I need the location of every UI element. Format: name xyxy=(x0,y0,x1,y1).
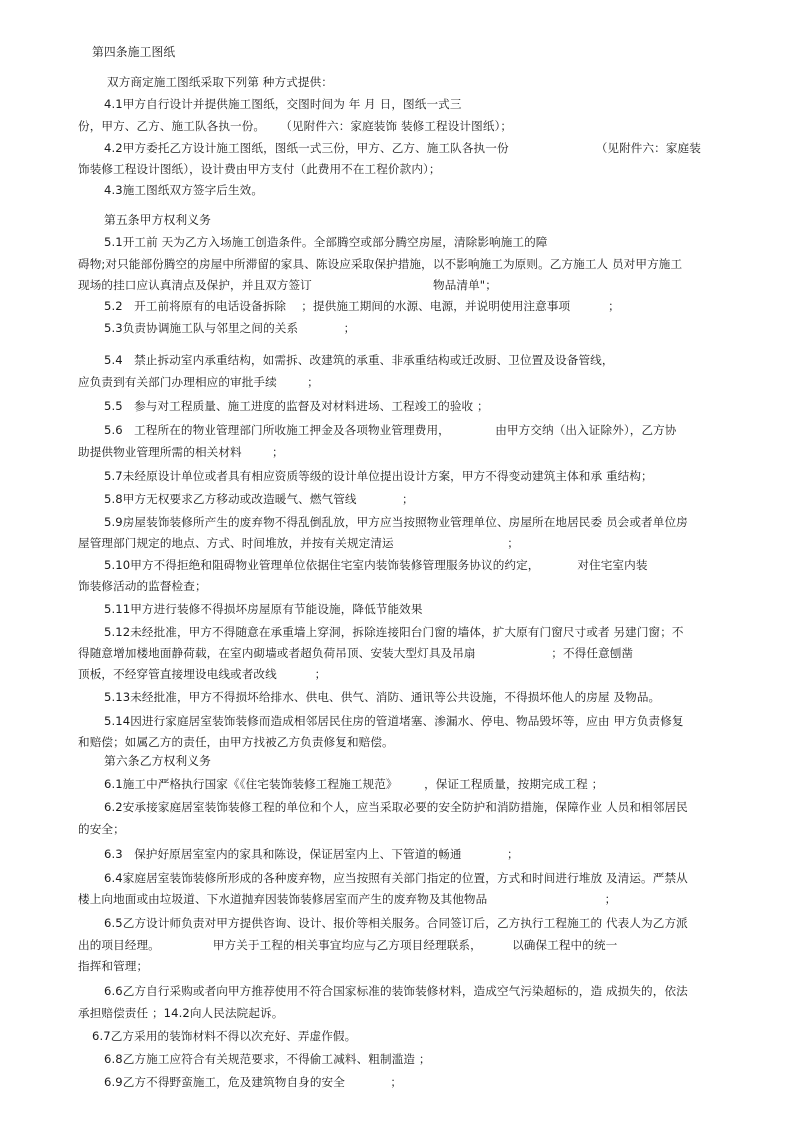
paragraph-line: 应负责到有关部门办理相应的审批手续 ； xyxy=(78,375,319,389)
paragraph-line: 5.13未经批准，甲方不得损坏给排水、供电、供气、消防、通讯等公共设施，不得损坏他人的房屋 及物品。 xyxy=(104,690,661,704)
paragraph-line: 5.9房屋装饰装修所产生的废弃物不得乱倒乱放，甲方应当按照物业管理单位、房屋所在地居民委 员会或者单位房 xyxy=(104,515,688,529)
paragraph-line: 楼上向地面或由垃圾道、下水道抛弃因装饰装修居室而产生的废弃物及其他物品 ； xyxy=(78,892,617,906)
paragraph-line: 饰装修活动的监督检查； xyxy=(78,579,207,593)
section-heading-5: 第五条甲方权利义务 xyxy=(104,213,212,227)
paragraph-line: 6.8乙方施工应符合有关规范要求，不得偷工减料、粗制滥造 ； xyxy=(104,1052,431,1066)
paragraph-line: 6.1施工中严格执行国家《《住宅装饰装修工程施工规范》 ，保证工程质量，按期完成工程 ； xyxy=(104,777,604,791)
paragraph-line: 5.6 工程所在的物业管理部门所收施工押金及各项物业管理费用， 由甲方交纳（出入证除外），乙方协 xyxy=(104,423,677,437)
paragraph-line: 6.9乙方不得野蛮施工，危及建筑物自身的安全 ； xyxy=(104,1075,403,1089)
paragraph-line: 和赔偿；如属乙方的责任，由甲方找被乙方负责修复和赔偿。 xyxy=(78,735,394,749)
paragraph-line: 5.10甲方不得拒绝和阻碍物业管理单位依据住宅室内装饰装修管理服务协议的约定， 对住宅室内装 xyxy=(104,558,648,572)
paragraph-line: 份，甲方、乙方、施工队各执一份。 （见附件六：家庭装饰 装修工程设计图纸）； xyxy=(78,119,513,133)
paragraph-line: 4.2甲方委托乙方设计施工图纸，图纸一式三份，甲方、乙方、施工队各执一份 （见附件六：家庭装 xyxy=(104,141,701,155)
paragraph-line: 助提供物业管理所需的相关材料 ； xyxy=(78,445,284,459)
paragraph-line: 6.5乙方设计师负责对甲方提供咨询、设计、报价等相关服务。合同签订后，乙方执行工程施工的 代表人为乙方派 xyxy=(104,916,688,930)
paragraph-line: 5.12未经批准，甲方不得随意在承重墙上穿洞，拆除连接阳台门窗的墙体，扩大原有门窗尺寸或者 另建门窗；不 xyxy=(104,625,684,639)
section-heading-4: 第四条施工图纸 xyxy=(92,45,176,59)
paragraph-line: 6.3 保护好原居室室内的家具和陈设，保证居室内上、下管道的畅通 ； xyxy=(104,847,519,861)
paragraph-line: 出的项目经理。 甲方关于工程的相关事宜均应与乙方项目经理联系， 以确保工程中的统一 xyxy=(78,938,618,952)
paragraph-line: 饰装修工程设计图纸），设计费由甲方支付（此费用不在工程价款内）； xyxy=(78,162,441,176)
paragraph-line: 5.14因进行家庭居室装饰装修而造成相邻居民住房的管道堵塞、渗漏水、停电、物品毁坏等，应由 甲方负责修复 xyxy=(104,714,684,728)
paragraph-line: 的安全； xyxy=(78,822,125,836)
paragraph-line: 得随意增加楼地面静荷载，在室内砌墙或者超负荷吊顶、安装大型灯具及吊扇 ；不得任意刨凿 xyxy=(78,646,634,660)
paragraph-line: 现场的挂口应认真清点及保护，并且双方签订 物品清单"； xyxy=(78,278,497,292)
paragraph-line: 5.2 开工前将原有的电话设备拆除 ；提供施工期间的水源、电源，并说明使用注意事项 ； xyxy=(104,299,620,313)
paragraph-line: 6.6乙方自行采购或者向甲方推荐使用不符合国家标准的装饰装修材料，造成空气污染超标的，造 成损失的，依法 xyxy=(104,984,688,998)
paragraph-line: 5.8甲方无权要求乙方移动或改造暖气、燃气管线 ； xyxy=(104,492,414,506)
paragraph-line: 5.7未经原设计单位或者具有相应资质等级的设计单位提出设计方案，甲方不得变动建筑主体和承 重结构； xyxy=(104,469,653,483)
paragraph-line: 双方商定施工图纸采取下列第 种方式提供： xyxy=(107,75,333,89)
section-heading-6: 第六条乙方权利义务 xyxy=(104,754,212,768)
paragraph-line: 指挥和管理； xyxy=(78,959,149,973)
paragraph-line: 5.3负责协调施工队与邻里之间的关系 ； xyxy=(104,321,356,335)
paragraph-line: 5.4 禁止拆动室内承重结构，如需拆、改建筑的承重、非承重结构或迁改厨、卫位置及设备管线， xyxy=(104,353,614,367)
paragraph-line: 4.3施工图纸双方签字后生效。 xyxy=(104,183,264,197)
paragraph-line: 屋管理部门规定的地点、方式、时间堆放，并按有关规定清运 ； xyxy=(78,536,519,550)
paragraph-line: 5.5 参与对工程质量、施工进度的监督及对材料进场、工程竣工的验收 ； xyxy=(104,399,489,413)
paragraph-line: 顶板，不经穿管直接埋设电线或者改线 ； xyxy=(78,667,327,681)
paragraph-line: 6.4家庭居室装饰装修所形成的各种废弃物，应当按照有关部门指定的位置，方式和时间进行堆放 及清运。严禁从 xyxy=(104,871,688,885)
paragraph-line: 4.1甲方自行设计并提供施工图纸，交图时间为 年 月 日，图纸一式三 xyxy=(104,97,462,111)
paragraph-line: 6.2安承接家庭居室装饰装修工程的单位和个人，应当采取必要的安全防护和消防措施，保障作业 人员和相邻居民 xyxy=(104,800,688,814)
paragraph-line: 5.1开工前 天为乙方入场施工创造条件。全部腾空或部分腾空房屋，清除影响施工的障 xyxy=(104,235,548,249)
paragraph-line: 6.7乙方采用的装饰材料不得以次充好、弄虚作假。 xyxy=(92,1029,357,1043)
paragraph-line: 碍物;对只能部份腾空的房屋中所滞留的家具、陈设应采取保护措施，以不影响施工为原则。乙方施工人 员对甲方施工 xyxy=(78,257,683,271)
paragraph-line: 承担赔偿责任 ；14.2向人民法院起诉。 xyxy=(78,1006,284,1020)
paragraph-line: 5.11甲方进行装修不得损坏房屋原有节能设施，降低节能效果 xyxy=(104,602,423,616)
